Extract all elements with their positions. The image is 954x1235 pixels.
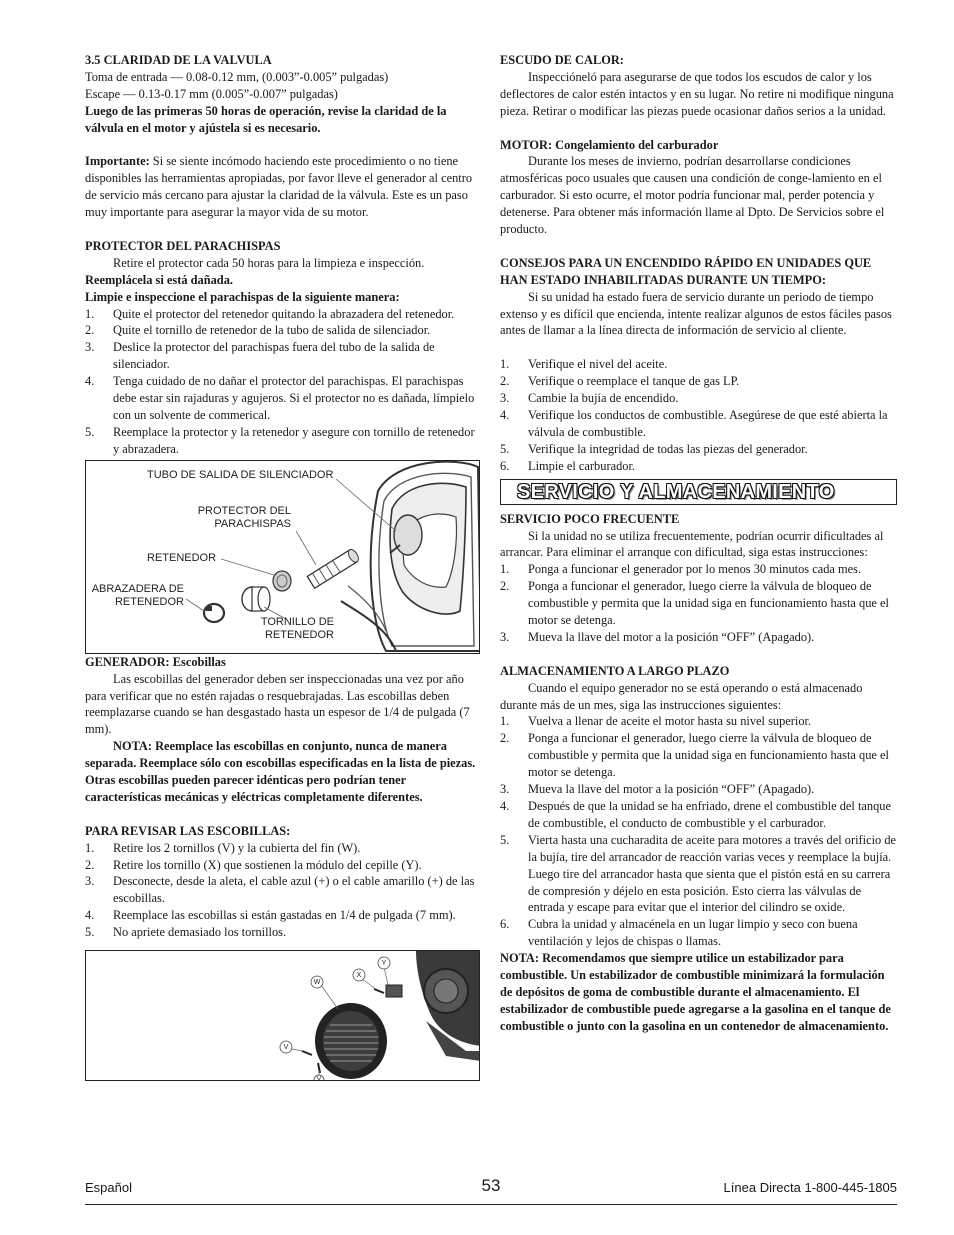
brushes-heading: GENERADOR: Escobillas — [85, 654, 226, 669]
list-item: 6. Cubra la unidad y almacénela en un lugar limpio y seco con buena ventilación y lejos de chispas o llamas. — [500, 917, 858, 949]
list-item: 2. Ponga a funcionar el generador, luego cierre la válvula de bloqueo de combustible y permita que la unidad siga en funcionamiento hasta que el motor se detenga. — [500, 579, 889, 628]
left-column — [85, 52, 480, 1081]
important-label: Importante: — [85, 154, 150, 169]
callout-v-left: V — [283, 1044, 289, 1052]
infrequent-service-steps — [500, 561, 897, 646]
label-muffler-outlet-tube: TUBO DE SALIDA DE SILENCIADOR — [147, 468, 334, 481]
valve-important-paragraph — [85, 153, 480, 221]
long-term-storage-text: Cuando el equipo generador no se está operando o está almacenado durante más de un mes, siga las instrucciones siguientes: — [500, 680, 863, 712]
list-item: 3. Mueva la llave del motor a la posición “OFF” (Apagado). — [500, 629, 815, 644]
list-item: 3. Mueva la llave del motor a la posición “OFF” (Apagado). — [500, 782, 815, 797]
list-item: 1. Vuelva a llenar de aceite el motor hasta su nivel superior. — [500, 714, 812, 729]
list-item: 3. Desconecte, desde la aleta, el cable azul (+) o el cable amarillo (+) de las escobillas. — [85, 874, 475, 906]
heat-shield-heading: ESCUDO DE CALOR: — [500, 53, 624, 67]
callout-y: Y — [381, 960, 387, 968]
brushes-figure — [85, 950, 480, 1081]
quick-start-heading: CONSEJOS PARA UN ENCENDIDO RÁPIDO EN UNIDADES QUE HAN ESTADO INHABILITADAS DURANTE UN TIEMPO: — [500, 255, 872, 287]
list-item: 5. Verifique la integridad de todas las piezas del generador. — [500, 441, 808, 456]
list-item: 1. Verifique el nivel del aceite. — [500, 357, 668, 372]
callout-x: X — [356, 972, 362, 980]
spark-arrestor-figure — [85, 460, 480, 654]
list-item: 5. Vierta hasta una cucharadita de aceite para motores a través del orificio de la bujía, tire del arrancador de reacción varias veces y reemplace la bujía. Luego tire del arrancador hasta que sienta que el pistón está en su carrera de compresión y déjelo en esta posición. Esto cierra las válvulas de entrada y escape para evitar que el interior del cilindro se oxide. — [500, 832, 897, 915]
right-column — [500, 52, 897, 1035]
list-item: 2. Quite el tornillo de retenedor de la tubo de salida de silenciador. — [85, 323, 431, 338]
check-brushes-heading: PARA REVISAR LAS ESCOBILLAS: — [85, 823, 291, 838]
carburetor-icing-heading: MOTOR: Congelamiento del carburador — [500, 137, 719, 152]
quick-start-text: Si su unidad ha estado fuera de servicio durante un periodo de tiempo extenso y es difícil que encienda, intente realizar algunos de estos fáciles pasos antes de llamar a la línea directa de información de servicio al cliente. — [500, 289, 892, 338]
list-item: 3. Deslice la protector del parachispas fuera del tubo de la salida de silenciador. — [85, 340, 435, 372]
quick-start-steps — [500, 356, 897, 474]
brushes-text: Las escobillas del generador deben ser inspeccionadas una vez por año para verificar que no estén rajadas o resquebrajadas. Las escobillas deben reemplazarse cuando se han desgastado hasta un espesor de 1/4 de pulgada (7 mm). — [85, 671, 470, 737]
check-brushes-steps — [85, 840, 480, 941]
valve-heading: 3.5 CLARIDAD DE LA VALVULA — [85, 53, 272, 67]
list-item: 5. Reemplace la protector y la retenedor y asegure con tornillo de retenedor y abrazadera. — [85, 424, 475, 456]
infrequent-service-text: Si la unidad no se utiliza frecuentemente, podrían ocurrir dificultades al arrancar. Para eliminar el arranque con dificultad, siga estas instrucciones: — [500, 528, 884, 560]
fuel-stabilizer-note: NOTA: Recomendamos que siempre utilice un estabilizador para combustible. Un estabilizador de combustible minimizará la formulación de depósitos de goma de combustible durante el almacenamiento. El estabilizador de combustible puede agregarse a la gasolina en el tanque de combustible o junto con la gasolina en un contenedor de almacenamiento. — [500, 951, 891, 1033]
list-item: 2. Ponga a funcionar el generador, luego cierre la válvula de bloqueo de combustible y permita que la unidad siga en funcionamiento hasta que el motor se detenga. — [500, 731, 889, 780]
end-cover-diagram — [86, 951, 480, 1080]
list-item: 1. Retire los 2 tornillos (V) y la cubierta del fin (W). — [85, 840, 361, 855]
list-item: 4. Reemplace las escobillas si están gastadas en 1/4 de pulgada (7 mm). — [85, 908, 456, 923]
list-item: 3. Cambie la bujía de encendido. — [500, 391, 679, 406]
spark-arrestor-heading: PROTECTOR DEL PARACHISPAS — [85, 238, 281, 253]
list-item: 6. Limpie el carburador. — [500, 458, 635, 473]
callout-w: W — [313, 979, 321, 987]
list-item: 4. Verifique los conductos de combustible. Asegúrese de que esté abierta la válvula de combustible. — [500, 407, 888, 439]
footer-hotline: Línea Directa 1-800-445-1805 — [723, 1180, 897, 1195]
footer-language: Español — [85, 1180, 132, 1195]
list-item: 1. Ponga a funcionar el generador por lo menos 30 minutos cada mes. — [500, 562, 862, 577]
spark-arrestor-replace: Reemplácela si está dañada. — [85, 272, 233, 287]
heat-shield-text: Inspeccióneló para asegurarse de que todos los escudos de calor y los deflectores de calor estén intactos y en su lugar. No retire ni modifique ninguna pieza. Retirar o modificar las piezas puede ocasionar daños serios a la unidad. — [500, 69, 894, 118]
infrequent-service-heading: SERVICIO POCO FRECUENTE — [500, 511, 680, 526]
brushes-note: NOTA: Reemplace las escobillas en conjunto, nunca de manera separada. Reemplace sólo con escobillas especificadas en la lista de piezas. Otras escobillas pueden parecer idénticas pero podrían tener características mecánicas y eléctricas completamente diferentes. — [85, 739, 476, 804]
list-item: 2. Verifique o reemplace el tanque de gas LP. — [500, 374, 740, 389]
important-text: Si se siente incómodo haciendo este procedimiento o no tiene disponibles las herramientas apropiadas, por favor lleve el generador al centro de servicio más cercano para ajustar la claridad de la válvula. Este es un paso muy importante para asegurar la mayor vida de su motor. — [85, 154, 473, 220]
section-title: SERVICIO Y ALMACENAMIENTO — [500, 479, 897, 505]
spark-arrestor-intro: Retire el protector cada 50 horas para la limpieza e inspección. — [113, 255, 425, 270]
callout-v-bottom: V — [316, 1076, 322, 1082]
list-item: 1. Quite el protector del retenedor quitando la abrazadera del retenedor. — [85, 306, 455, 321]
valve-intake-spec: Toma de entrada — 0.08-0.12 mm, (0.003”-0.005” pulgadas) — [85, 69, 389, 84]
label-spark-protector: PROTECTOR DEL PARACHISPAS — [197, 504, 291, 530]
valve-adjust-note: Luego de las primeras 50 horas de operación, revise la claridad de la válvula en el motor y ajústela si es necesario. — [85, 103, 447, 135]
page-footer — [85, 1178, 897, 1205]
list-item: 5. No apriete demasiado los tornillos. — [85, 925, 287, 940]
label-retainer: RETENEDOR — [147, 551, 217, 564]
list-item: 4. Tenga cuidado de no dañar el protector del parachispas. El parachispas debe estar sin rajaduras y agujeros. Si el protector no es dañada, límpielo con un solvente de commerical. — [85, 374, 475, 422]
page-number: 53 — [481, 1176, 501, 1195]
label-retainer-screw: TORNILLO DE RETENEDOR — [260, 615, 334, 641]
spark-arrestor-clean: Limpie e inspeccione el parachispas de la siguiente manera: — [85, 289, 400, 304]
long-term-storage-heading: ALMACENAMIENTO A LARGO PLAZO — [500, 663, 730, 678]
list-item: 2. Retire los tornillo (X) que sostienen la módulo del cepille (Y). — [85, 857, 422, 872]
spark-arrestor-steps — [85, 306, 480, 458]
list-item: 4. Después de que la unidad se ha enfriado, drene el combustible del tanque de combustible, el conducto de combustible y el carburador. — [500, 799, 891, 830]
carburetor-icing-text: Durante los meses de invierno, podrían desarrollarse condiciones atmosféricas poco usuales que causen una condición de conge-lamiento en el carburador. Si esto ocurre, el motor podría funcionar mal, perder potencia y detenerse. Para obtener más información llame al Dpto. De Servicios sobre el producto. — [500, 154, 885, 237]
label-retainer-clamp: ABRAZADERA DE RETENEDOR — [91, 582, 184, 608]
valve-exhaust-spec: Escape — 0.13-0.17 mm (0.005”-0.007” pulgadas) — [85, 86, 338, 101]
long-term-storage-steps — [500, 713, 897, 950]
